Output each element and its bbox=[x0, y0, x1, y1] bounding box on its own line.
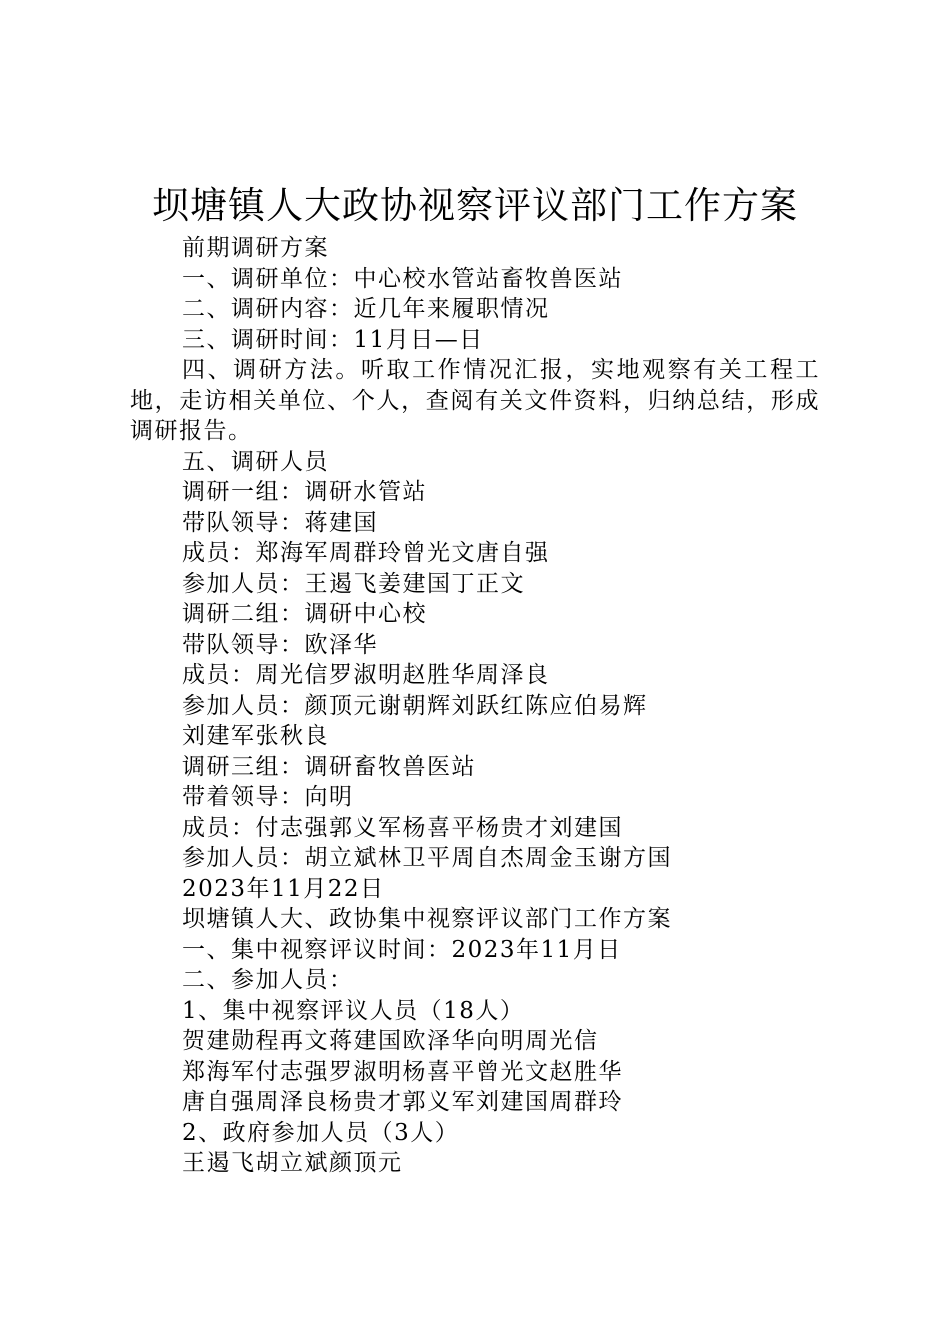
text-line: 调研一组：调研水管站 bbox=[182, 479, 427, 505]
text-line: 成员：郑海军周群玲曾光文唐自强 bbox=[182, 540, 550, 566]
text-line: 贺建勋程再文蒋建国欧泽华向明周光信 bbox=[182, 1028, 599, 1054]
text-paragraph: 四、调研方法。听取工作情况汇报，实地观察有关工程工地，走访相关单位、个人，查阅有关文件资料，归纳总结，形成调研报告。 bbox=[130, 357, 820, 444]
text-line: 1、集中视察评议人员（18人） bbox=[182, 997, 525, 1024]
text-line: 参加人员：颜顶元谢朝辉刘跃红陈应伯易辉 bbox=[182, 692, 648, 719]
document-title: 坝塘镇人大政协视察评议部门工作方案 bbox=[152, 184, 798, 227]
text-line: 郑海军付志强罗淑明杨喜平曾光文赵胜华 bbox=[182, 1058, 623, 1085]
text-line: 二、参加人员： bbox=[182, 967, 354, 993]
text-line: 二、调研内容：近几年来履职情况 bbox=[182, 296, 550, 322]
text-line: 带着领导：向明 bbox=[182, 784, 354, 810]
text-line: 带队领导：蒋建国 bbox=[182, 509, 378, 536]
text-line: 参加人员：胡立斌林卫平周自杰周金玉谢方国 bbox=[182, 845, 672, 871]
text-line: 调研二组：调研中心校 bbox=[182, 601, 427, 627]
date-line: 2023年11月22日 bbox=[182, 875, 385, 902]
text-line: 参加人员：王遏飞姜建国丁正文 bbox=[182, 570, 525, 597]
text-line: 2、政府参加人员（3人） bbox=[182, 1119, 460, 1146]
section-heading: 坝塘镇人大、政协集中视察评议部门工作方案 bbox=[182, 906, 672, 932]
text-line: 三、调研时间：11月日—日 bbox=[182, 326, 484, 353]
text-line: 成员：周光信罗淑明赵胜华周泽良 bbox=[182, 662, 550, 688]
text-line: 带队领导：欧泽华 bbox=[182, 631, 378, 658]
text-line: 一、集中视察评议时间：2023年11月日 bbox=[182, 936, 622, 963]
text-line: 五、调研人员 bbox=[182, 448, 329, 475]
text-line: 唐自强周泽良杨贵才郭义军刘建国周群玲 bbox=[182, 1089, 623, 1115]
text-line: 成员：付志强郭义军杨喜平杨贵才刘建国 bbox=[182, 814, 623, 841]
document-body bbox=[130, 233, 820, 1179]
text-line: 调研三组：调研畜牧兽医站 bbox=[182, 753, 476, 780]
section-heading: 前期调研方案 bbox=[182, 235, 329, 261]
text-line: 王遏飞胡立斌颜顶元 bbox=[182, 1150, 403, 1176]
text-line: 一、调研单位：中心校水管站畜牧兽医站 bbox=[182, 265, 623, 292]
text-line: 刘建军张秋良 bbox=[182, 723, 329, 749]
